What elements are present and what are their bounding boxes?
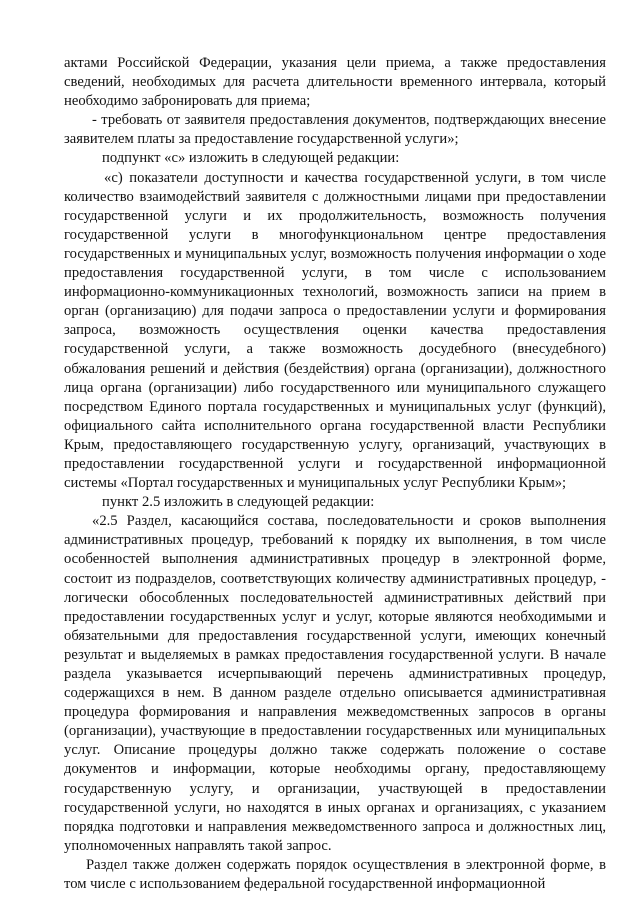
paragraph: пункт 2.5 изложить в следующей редакции:: [102, 494, 375, 511]
paragraph: Раздел также должен содержать порядок осуществления в электронной форме, в том числе с использованием федеральной государственной информационной: [64, 856, 606, 893]
paragraph: актами Российской Федерации, указания цели приема, а также предоставления сведений, необходимых для расчета длительности временного интервала, который необходимо забронировать для приема;: [64, 55, 606, 110]
paragraph: подпункт «с» изложить в следующей редакции:: [102, 150, 400, 167]
document-body: [64, 54, 606, 894]
paragraph: «2.5 Раздел, касающийся состава, последовательности и сроков выполнения административных процедур, требований к порядку их выполнения, в том числе особенностей выполнения административных процедур в электронной форме, состоит из подразделов, соответствующих количеству административных процедур, - логически обособленных последовательностей административных действий при предоставлении государственных услуг и услуг, которые являются необходимыми и обязательными для предоставления государственной услуги, имеющих конечный результат и выделяемых в рамках предоставления государственной услуги. В начале раздела указывается исчерпывающий перечень административных процедур, содержащихся в нем. В данном разделе отдельно описывается административная процедура формирования и направления межведомственных запросов в органы (организации), участвующие в предоставлении государственных или муниципальных услуг. Описание процедуры должно также содержать положение о составе документов и информации, которые необходимы органу, предоставляющему государственную услугу, и организации, участвующей в предоставлении государственной услуги, но находятся в иных органах и организациях, с указанием порядка подготовки и направления межведомственного запроса и должностных лиц, уполномоченных направлять такой запрос.: [64, 513, 606, 854]
paragraph: «с) показатели доступности и качества государственной услуги, в том числе количество взаимодействий заявителя с должностными лицами при предоставлении государственной услуги и их продолжительность, возможность получения государственной услуги в многофункциональном центре предоставления государственных и муниципальных услуг, возможность получения информации о ходе предоставления государственной услуги, в том числе с использованием информационно-коммуникационных технологий, возможность записи на прием в орган (организацию) для подачи запроса о предоставлении услуги и формирования запроса, возможность осуществления оценки качества предоставления государственной услуги, а также возможность досудебного (внесудебного) обжалования решений и действия (бездействия) органа (организации), должностного лица органа (организации) либо государственного или муниципального служащего посредством Единого портала государственных и муниципальных услуг (функций), официального сайта исполнительного органа государственной власти Республики Крым, предоставляющего государственную услугу, организаций, участвующих в предоставлении государственной услуги и государственной информационной системы «Портал государственных и муниципальных услуг Республики Крым»;: [64, 169, 606, 492]
paragraph: - требовать от заявителя предоставления документов, подтверждающих внесение заявителем платы за предоставление государственной услуги»;: [64, 112, 606, 148]
